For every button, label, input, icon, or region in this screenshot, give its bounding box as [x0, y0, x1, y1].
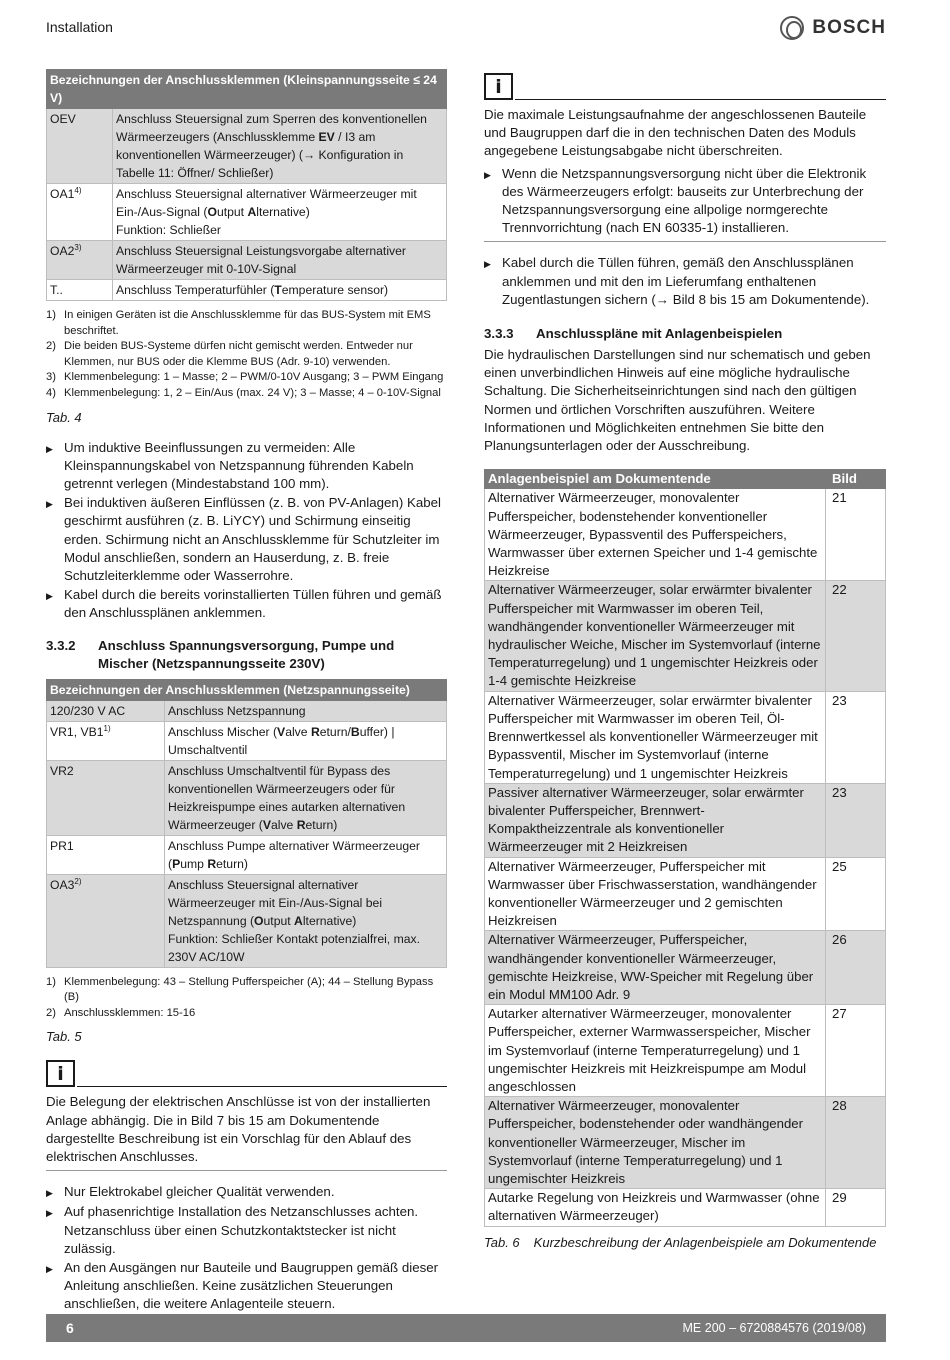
list-item [46, 1203, 447, 1258]
table-row [485, 1005, 886, 1097]
bullet-arrow-icon: ▶ [484, 259, 491, 270]
table-row [47, 874, 447, 967]
example-description: Alternativer Wärmeerzeuger, monovalenter Pufferspeicher, bodenstehender oder wandhängender konventioneller Wärmeerzeuger, Mischer im Systemvorlauf (interne Temperaturregelung) und 1 ungemischter Heizkreis [485, 1097, 826, 1189]
section-title: Anschluss Spannungsversorgung, Pumpe und Mischer (Netzspannungsseite 230V) [98, 637, 395, 671]
bosch-armature-icon [780, 16, 804, 40]
terminal-code: VR2 [47, 760, 165, 835]
terminal-code: VR1, VB1$^{1)}$ [47, 721, 165, 760]
info-notice-2 [484, 73, 886, 242]
column-header-figure: Bild [826, 470, 886, 489]
terminal-description: Anschluss Steuersignal zum Sperren des konventionellen Wärmeerzeugers (Anschlussklemme EV / I3 am konventionellen Wärmeerzeuger) (→ Konfiguration in Tabelle 11: Öffner/ Schließer) [113, 109, 447, 184]
system-examples-table [484, 469, 886, 1226]
table6-caption [484, 1234, 886, 1252]
figure-number: 28 [826, 1097, 886, 1189]
section-heading-3-3-3 [484, 325, 886, 343]
info-notice-1 [46, 1060, 447, 1171]
installation-instructions-2 [46, 1183, 447, 1313]
page-section-title: Installation [46, 19, 113, 35]
table-row [485, 691, 886, 783]
figure-number: 22 [826, 581, 886, 691]
terminal-code: OA3$^{2)}$ [47, 874, 165, 967]
table-caption-text: Kurzbeschreibung der Anlagenbeispiele am Dokumentende [533, 1234, 877, 1250]
table-header: Bezeichnungen der Anschlussklemmen (Kleinspannungsseite ≤ 24 V) [47, 70, 447, 109]
bullet-text: Kabel durch die bereits vorinstallierten Tüllen führen und gemäß den Anschlussplänen anklemmen. [64, 587, 442, 621]
terminal-description: Anschluss Steuersignal alternativer Wärmeerzeuger mit Ein-/Aus-Signal (Output Alternative) Funktion: Schließer [113, 184, 447, 241]
list-item [46, 1259, 447, 1314]
footnote-ref: 3) [74, 242, 82, 252]
bullet-arrow-icon: ▶ [46, 443, 53, 454]
left-column [46, 69, 447, 1315]
footnote [46, 339, 447, 370]
footnote [46, 308, 447, 339]
list-item [46, 439, 447, 494]
table-number: Tab. 6 [484, 1234, 520, 1250]
bullet-text: Kabel durch die Tüllen führen, gemäß den Anschlussplänen anklemmen und mit den im Lieferumfang enthaltenen Zugentlastungen sichern (→ Bild 8 bis 15 am Dokumentende). [502, 255, 870, 307]
footnote [46, 370, 447, 386]
bullet-arrow-icon: ▶ [46, 1188, 53, 1199]
bosch-logo [780, 16, 886, 40]
list-item [46, 494, 447, 585]
figure-number: 26 [826, 931, 886, 1005]
footnote-text: Anschlussklemmen: 15-16 [64, 1006, 196, 1019]
terminal-table-low-voltage [46, 69, 447, 301]
right-column [484, 69, 886, 1252]
terminal-code: OEV [47, 109, 113, 184]
info-text: Die Belegung der elektrischen Anschlüsse ist von der installierten Anlage abhängig. Die in Bild 7 bis 15 am Dokumentende dargestellte Beschreibung ist ein Vorschlag für den Ablauf des elektrischen Anschlusses. [46, 1094, 431, 1164]
figure-number: 21 [826, 489, 886, 581]
table-row [485, 931, 886, 1005]
table-row [47, 109, 447, 184]
terminal-description: Anschluss Umschaltventil für Bypass des konventionellen Wärmeerzeugers oder für Heizkreispumpe eines autarken alternativen Wärmeerzeuger (Valve Return) [165, 760, 447, 835]
figure-number: 25 [826, 857, 886, 931]
table4-caption: Tab. 4 [46, 409, 82, 425]
footnote-text: In einigen Geräten ist die Anschlussklemme für das BUS-System mit EMS beschriftet. [64, 309, 431, 337]
table-row [485, 783, 886, 857]
footnote [46, 1006, 447, 1022]
bullet-text: An den Ausgängen nur Bauteile und Baugruppen gemäß dieser Anleitung anschließen. Keine zusätzlichen Steuerungen anschließen, die weitere Anlagenteile steuern. [64, 1260, 439, 1312]
table-header: Bezeichnungen der Anschlussklemmen (Netzspannungsseite) [47, 679, 447, 700]
table-row [485, 489, 886, 581]
footnote-number: 2) [46, 1006, 56, 1019]
section-title: Anschlusspläne mit Anlagenbeispielen [536, 326, 783, 342]
footnote-number: 1) [46, 309, 56, 321]
example-description: Alternativer Wärmeerzeuger, Pufferspeicher, wandhängender konventioneller Wärmeerzeuger, gemischte Heizkreise, WW-Speicher mit Regelung über ein Modul MM100 Adr. 9 [485, 931, 826, 1005]
info-icon: i [46, 1060, 75, 1087]
bullet-text: Um induktive Beeinflussungen zu vermeiden: Alle Kleinspannungskabel von Netzspannung führenden Kabeln getrennt verlegen (Mindestabstand 100 mm). [64, 439, 414, 491]
installation-instructions-1 [46, 439, 447, 623]
table-row [47, 835, 447, 874]
terminal-description: Anschluss Netzspannung [165, 700, 447, 721]
list-item [484, 254, 886, 309]
figure-number: 23 [826, 783, 886, 857]
terminal-code: T.. [47, 280, 113, 301]
terminal-code: PR1 [47, 835, 165, 874]
info-text: Die maximale Leistungsaufnahme der angeschlossenen Bauteile und Baugruppen darf die in den technischen Daten des Moduls angegebene Leistungsabgabe nicht überschreiten. [484, 107, 867, 159]
table-row [47, 241, 447, 280]
bullet-arrow-icon: ▶ [46, 499, 53, 510]
info-icon: i [484, 73, 513, 100]
terminal-code: OA1$^{4)}$ [47, 184, 113, 241]
table-row [485, 1097, 886, 1189]
footnote-text: Klemmenbelegung: 1 – Masse; 2 – PWM/0-10V Ausgang; 3 – PWM Eingang [64, 371, 444, 384]
document-id: ME 200 – 6720884576 (2019/08) [682, 1321, 866, 1335]
list-item [484, 165, 886, 238]
figure-number: 23 [826, 691, 886, 783]
footnote-ref: 4) [74, 185, 82, 195]
table4-footnotes [46, 308, 447, 402]
footnote-text: Die beiden BUS-Systeme dürfen nicht gemischt werden. Entweder nur Klemmen, nur BUS oder die Klemme BUS (Adr. 9-10) verwenden. [64, 340, 413, 368]
footnote-number: 3) [46, 371, 56, 384]
bullet-arrow-icon: ▶ [46, 1264, 53, 1274]
installation-instructions-3 [484, 254, 886, 309]
terminal-code: 120/230 V AC [47, 700, 165, 721]
page-footer [46, 1314, 886, 1342]
example-description: Alternativer Wärmeerzeuger, Pufferspeicher mit Warmwasser über Frischwasserstation, wandhängender konventioneller Wärmeerzeuger und 2 gemischten Heizkreisen [485, 857, 826, 931]
terminal-description: Anschluss Mischer (Valve Return/Buffer) | Umschaltventil [165, 721, 447, 760]
example-description: Alternativer Wärmeerzeuger, monovalenter Pufferspeicher, bodenstehender konventioneller Wärmeerzeuger, Bypassventil des Pufferspeichers, Warmwasser über externen Speicher und 1-4 gemischte Heizkreise [485, 489, 826, 581]
bullet-text: Wenn die Netzspannungsversorgung nicht über die Elektronik des Wärmeerzeugers erfolgt: bauseits zur Unterbrechung der Netzspannungsversorgung eine allpolige normgerechte Trennvorrichtung (nach EN 60335-1) installieren. [502, 165, 867, 236]
example-description: Autarke Regelung von Heizkreis und Warmwasser (ohne alternativen Wärmeerzeuger) [485, 1189, 826, 1226]
section-number: 3.3.2 [46, 637, 76, 653]
table-row [47, 184, 447, 241]
example-description: Passiver alternativer Wärmeerzeuger, solar erwärmter bivalenter Pufferspeicher, Brennwert-Kompaktheizzentrale als konventioneller Wärmeerzeuger mit 2 Heizkreisen [485, 783, 826, 857]
footnote-ref: 2) [74, 876, 82, 886]
figure-number: 27 [826, 1005, 886, 1097]
page-number: 6 [66, 1320, 74, 1336]
footnote [46, 975, 447, 1006]
example-description: Alternativer Wärmeerzeuger, solar erwärmter bivalenter Pufferspeicher mit Warmwasser im oberen Teil, wandhängender konventioneller Wärmeerzeuger mit hydraulischer Weiche, Mischer im Systemvorlauf (interne Temperaturregelung) und 1 ungemischter Heizkreis oder 1-4 gemischte Heizkreise [485, 581, 826, 691]
table5-caption: Tab. 5 [46, 1029, 82, 1045]
figure-number: 29 [826, 1189, 886, 1226]
brand-name: BOSCH [812, 17, 886, 38]
example-description: Autarker alternativer Wärmeerzeuger, monovalenter Pufferspeicher, externer Warmwasserspeicher, Mischer im Systemvorlauf (interne Temperaturregelung) und 1 ungemischter Heizkreis mit Heizkreispumpe am Modul angeschlossen [485, 1005, 826, 1097]
table-row [47, 700, 447, 721]
terminal-table-mains-voltage [46, 679, 447, 968]
bullet-text: Auf phasenrichtige Installation des Netzanschlusses achten. Netzanschluss über einen Schutzkontaktstecker ist nicht zulässig. [64, 1204, 419, 1256]
bullet-arrow-icon: ▶ [46, 591, 53, 602]
section-text: Die hydraulischen Darstellungen sind nur schematisch und geben einen unverbindlichen Hinweis auf eine mögliche hydraulische Schaltung. Die Sicherheitseinrichtungen sind nach den gültigen Normen und örtlichen Vorschriften auszuführen. Weitere Informationen und Möglichkeiten entnehmen Sie bitte den Planungsunterlagen oder der Ausschreibung. [484, 347, 871, 454]
footnote-text: Klemmenbelegung: 43 – Stellung Pufferspeicher (A); 44 – Stellung Bypass (B) [64, 975, 434, 1004]
section-heading-3-3-2 [46, 637, 447, 673]
bullet-arrow-icon: ▶ [46, 1208, 53, 1219]
terminal-description: Anschluss Temperaturfühler (Temperature sensor) [113, 280, 447, 301]
bullet-arrow-icon: ▶ [484, 169, 491, 180]
table-row [47, 280, 447, 301]
list-item [46, 1183, 447, 1202]
list-item [46, 586, 447, 622]
terminal-code: OA2$^{3)}$ [47, 241, 113, 280]
terminal-description: Anschluss Pumpe alternativer Wärmeerzeuger (Pump Return) [165, 835, 447, 874]
table5-footnotes [46, 975, 447, 1022]
table-row [485, 1189, 886, 1226]
footnote-number: 4) [46, 386, 56, 399]
table-row [47, 760, 447, 835]
footnote-number: 2) [46, 340, 56, 353]
table-row [485, 581, 886, 691]
section-number: 3.3.3 [484, 326, 514, 342]
table-row [485, 857, 886, 931]
terminal-description: Anschluss Steuersignal Leistungsvorgabe alternativer Wärmeerzeuger mit 0-10V-Signal [113, 241, 447, 280]
column-header-example: Anlagenbeispiel am Dokumentende [485, 470, 826, 489]
footnote-number: 1) [46, 975, 56, 988]
footnote-text: Klemmenbelegung: 1, 2 – Ein/Aus (max. 24 V); 3 – Masse; 4 – 0-10V-Signal [64, 386, 441, 399]
bullet-text: Nur Elektrokabel gleicher Qualität verwenden. [64, 1184, 335, 1200]
bullet-text: Bei induktiven äußeren Einflüssen (z. B. von PV-Anlagen) Kabel geschirmt ausführen (z. B. LiYCY) und Schirmung einseitig erden. Schirmung nicht an Anschlussklemme für Schutzleiter im Modul anschließen, sondern an Hauserdung, z. B. freie Schutzleiterklemme oder Wasserrohre. [64, 495, 441, 583]
example-description: Alternativer Wärmeerzeuger, solar erwärmter bivalenter Pufferspeicher mit Warmwasser im oberen Teil, Öl-Brennwertkessel als konventioneller Wärmeerzeuger mit Bypassventil, Mischer im Systemvorlauf (interne Temperaturregelung) und 1 ungemischter Heizkreis [485, 691, 826, 783]
footnote [46, 386, 447, 402]
table-row [47, 721, 447, 760]
terminal-description: Anschluss Steuersignal alternativer Wärmeerzeuger mit Ein-/Aus-Signal bei Netzspannung (Output Alternative) Funktion: Schließer Kontakt potenzialfrei, max. 230V AC/10W [165, 874, 447, 967]
footnote-ref: 1) [103, 723, 111, 733]
